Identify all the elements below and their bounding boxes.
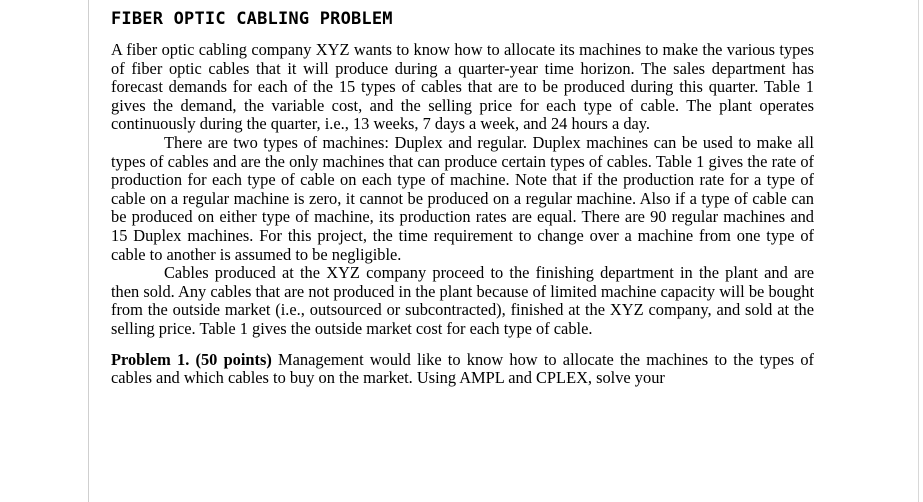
page-left-edge — [88, 0, 89, 502]
paragraph-machines: There are two types of machines: Duplex and regular. Duplex machines can be used to make all types of cables and are the only machines that can produce certain types of cables. Table 1 gives the rate of production for each type of cable on each type of machine. Note that if the production rate for a type of cable on a regular machine is zero, it cannot be produced on a regular machine. Also if a type of cable can be produced on either type of machine, its production rates are equal. There are 90 regular machines and 15 Duplex machines. For this project, the time requirement to change over a machine from one type of cable to another is assumed to be negligible. — [111, 132, 814, 264]
page-right-edge — [918, 0, 919, 502]
document-title: FIBER OPTIC CABLING PROBLEM — [111, 9, 393, 29]
problem-1-text: Management would like to know how to allocate the machines to the types of cables and which cables to buy on the market. Using AMPL and CPLEX, solve your — [111, 349, 814, 388]
problem-1-paragraph — [111, 351, 814, 388]
paragraph-intro: A fiber optic cabling company XYZ wants to know how to allocate its machines to make the various types of fiber optic cables that it will produce during a quarter-year time horizon. The sales department has forecast demands for each of the 15 types of cables that are to be produced during this quarter. Table 1 gives the demand, the variable cost, and the selling price for each type of cable. The plant operates continuously during the quarter, i.e., 13 weeks, 7 days a week, and 24 hours a day. — [111, 40, 814, 134]
paragraph-outsourcing: Cables produced at the XYZ company proceed to the finishing department in the plant and are then sold. Any cables that are not produced in the plant because of limited machine capacity will be bought from the outside market (i.e., outsourced or subcontracted), finished at the XYZ company, and sold at the selling price. Table 1 gives the outside market cost for each type of cable. — [111, 263, 814, 338]
document-body — [111, 8, 814, 388]
problem-1-label: Problem 1. (50 points) — [111, 349, 272, 369]
